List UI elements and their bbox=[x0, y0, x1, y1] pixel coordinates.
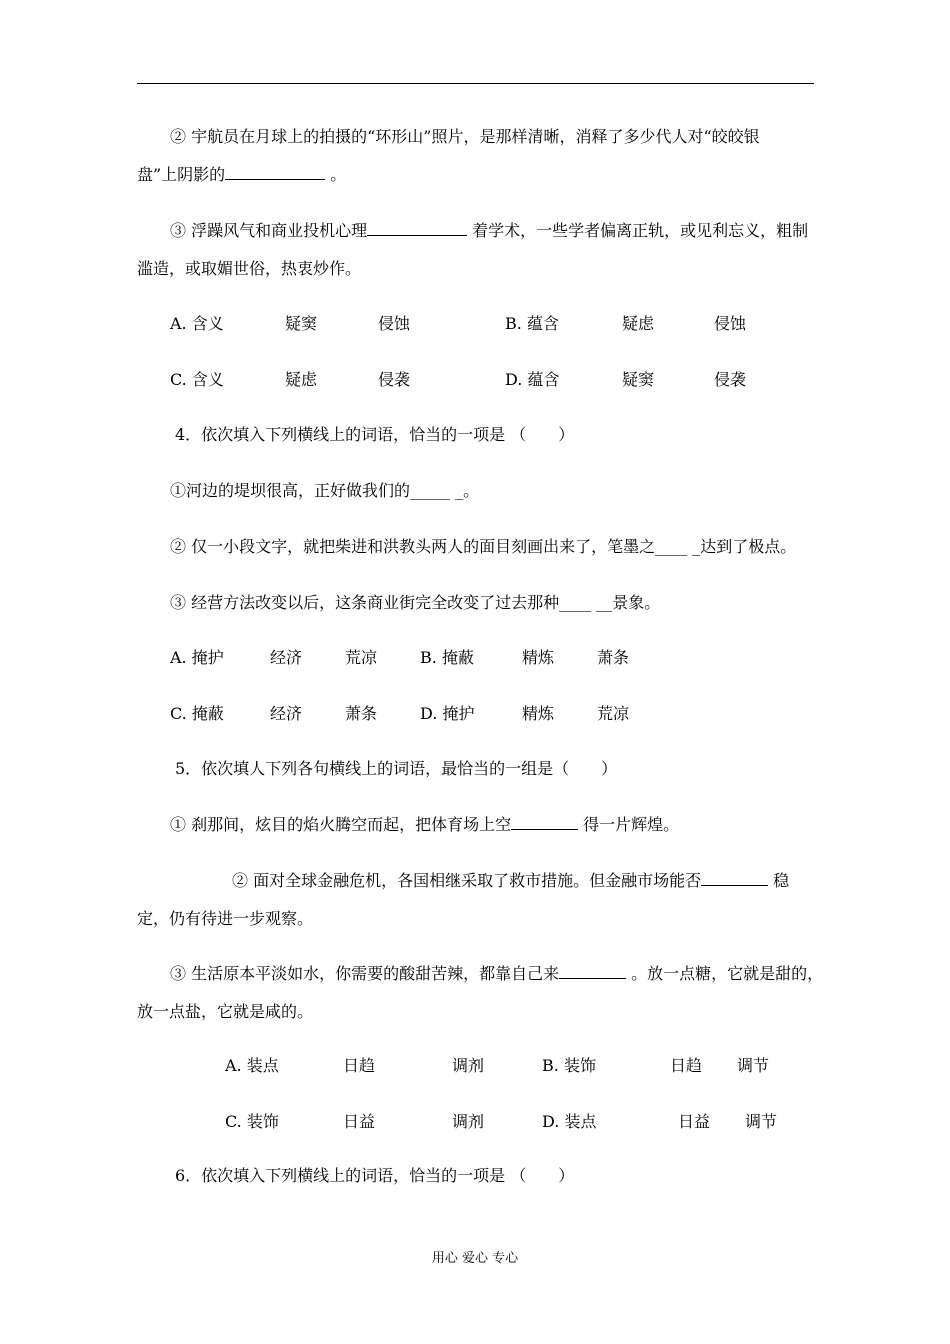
q3-option-b: B. 蕴含 bbox=[505, 314, 559, 333]
q4-blank-2: ____ _ bbox=[655, 537, 701, 556]
q5-option-c-w2: 日益 bbox=[343, 1112, 376, 1131]
q5-option-b: B. 装饰 bbox=[542, 1056, 596, 1075]
q5-sentence-1: ① 刹那间，炫目的焰火腾空而起，把体育场上空 得一片辉煌。 bbox=[170, 815, 680, 834]
q5-sentence-3-line-1: ③ 生活原本平淡如水，你需要的酸甜苦辣，都靠自己来 。放一点糖，它就是甜的， bbox=[170, 964, 824, 983]
q5-option-a-w3: 调剂 bbox=[452, 1056, 485, 1075]
q5-option-b-w3: 调节 bbox=[737, 1056, 770, 1075]
q3-option-d-w3: 侵袭 bbox=[714, 370, 747, 389]
q4-option-d-w2: 精炼 bbox=[522, 704, 555, 723]
q4-option-b-w2: 精炼 bbox=[522, 648, 555, 667]
q4-option-d-w3: 荒凉 bbox=[597, 704, 630, 723]
q5-option-a: A. 装点 bbox=[225, 1056, 279, 1075]
q5-option-d-w3: 调节 bbox=[745, 1112, 778, 1131]
q4-option-c-w2: 经济 bbox=[270, 704, 303, 723]
q4-option-a-w2: 经济 bbox=[270, 648, 303, 667]
q4-stem: 4．依次填入下列横线上的词语，恰当的一项是 （ ） bbox=[175, 425, 575, 444]
q4-option-a-w3: 荒凉 bbox=[345, 648, 378, 667]
q4-option-b: B. 掩蔽 bbox=[420, 648, 474, 667]
q3-blank-1 bbox=[225, 165, 325, 180]
q4-option-d: D. 掩护 bbox=[420, 704, 475, 723]
q4-sentence-3: ③ 经营方法改变以后，这条商业街完全改变了过去那种____ __景象。 bbox=[170, 593, 661, 612]
q3-sentence-2-line-2: 盘”上阴影的 。 bbox=[137, 165, 347, 184]
q3-s3-text-b: 滥造，或取媚世俗，热衷炒作。 bbox=[137, 259, 362, 278]
q3-option-a: A. 含义 bbox=[170, 314, 224, 333]
q3-s2-text-a: ② 宇航员在月球上的拍摄的“环形山”照片，是那样清晰，消释了多少代人对“皎皎银 bbox=[170, 127, 760, 146]
q5-sentence-2-line-1: ② 面对全球金融危机，各国相继采取了救市措施。但金融市场能否 稳 bbox=[232, 871, 790, 890]
q3-s2-text-b: 盘”上阴影的 bbox=[137, 165, 226, 184]
q3-blank-2 bbox=[367, 221, 467, 236]
q5-blank-3 bbox=[559, 964, 626, 979]
q4-sentence-2: ② 仅一小段文字，就把柴进和洪教头两人的面目刻画出来了，笔墨之____ _达到了极点。 bbox=[170, 537, 797, 556]
q3-option-b-w2: 疑虑 bbox=[622, 314, 655, 333]
q4-option-c: C. 掩蔽 bbox=[170, 704, 224, 723]
q3-s3-text-a: ③ 浮躁风气和商业投机心理 bbox=[170, 221, 368, 240]
q3-sentence-3-line-1: ③ 浮躁风气和商业投机心理 着学术，一些学者偏离正轨，或见利忘义，粗制 bbox=[170, 221, 809, 240]
q3-option-c-w3: 侵袭 bbox=[378, 370, 411, 389]
q3-option-c: C. 含义 bbox=[170, 370, 224, 389]
q4-option-b-w3: 萧条 bbox=[597, 648, 630, 667]
q5-stem: 5．依次填人下列各句横线上的词语，最恰当的一组是（ ） bbox=[175, 759, 618, 778]
q4-option-c-w3: 萧条 bbox=[345, 704, 378, 723]
q5-option-a-w2: 日趋 bbox=[343, 1056, 376, 1075]
q3-option-b-w3: 侵蚀 bbox=[714, 314, 747, 333]
q5-sentence-2-line-2: 定，仍有待进一步观察。 bbox=[137, 909, 314, 928]
q5-blank-1 bbox=[511, 815, 578, 830]
q3-option-a-w2: 疑窦 bbox=[285, 314, 318, 333]
q4-blank-1: _____ _ bbox=[410, 481, 464, 500]
q5-option-c-w3: 调剂 bbox=[452, 1112, 485, 1131]
q4-option-a: A. 掩护 bbox=[170, 648, 224, 667]
q3-sentence-3-line-2 bbox=[137, 259, 361, 279]
q5-sentence-3-line-2: 放一点盐，它就是咸的。 bbox=[137, 1002, 314, 1021]
q5-blank-2 bbox=[701, 871, 768, 886]
q3-option-a-w3: 侵蚀 bbox=[378, 314, 411, 333]
q3-option-d-w2: 疑窦 bbox=[622, 370, 655, 389]
q4-sentence-1: ①河边的堤坝很高，正好做我们的_____ _。 bbox=[170, 481, 480, 500]
header-rule bbox=[137, 83, 814, 84]
q4-blank-3: ____ __ bbox=[559, 593, 613, 612]
q5-option-d-w2: 日益 bbox=[678, 1112, 711, 1131]
q6-stem: 6．依次填入下列横线上的词语，恰当的一项是 （ ） bbox=[175, 1166, 575, 1185]
q5-option-c: C. 装饰 bbox=[225, 1112, 279, 1131]
page-footer: 用心 爱心 专心 bbox=[431, 1251, 519, 1266]
q5-option-b-w2: 日趋 bbox=[670, 1056, 703, 1075]
q3-option-c-w2: 疑虑 bbox=[285, 370, 318, 389]
q5-option-d: D. 装点 bbox=[542, 1112, 597, 1131]
q3-sentence-2-line-1 bbox=[170, 127, 760, 147]
q3-option-d: D. 蕴含 bbox=[505, 370, 560, 389]
